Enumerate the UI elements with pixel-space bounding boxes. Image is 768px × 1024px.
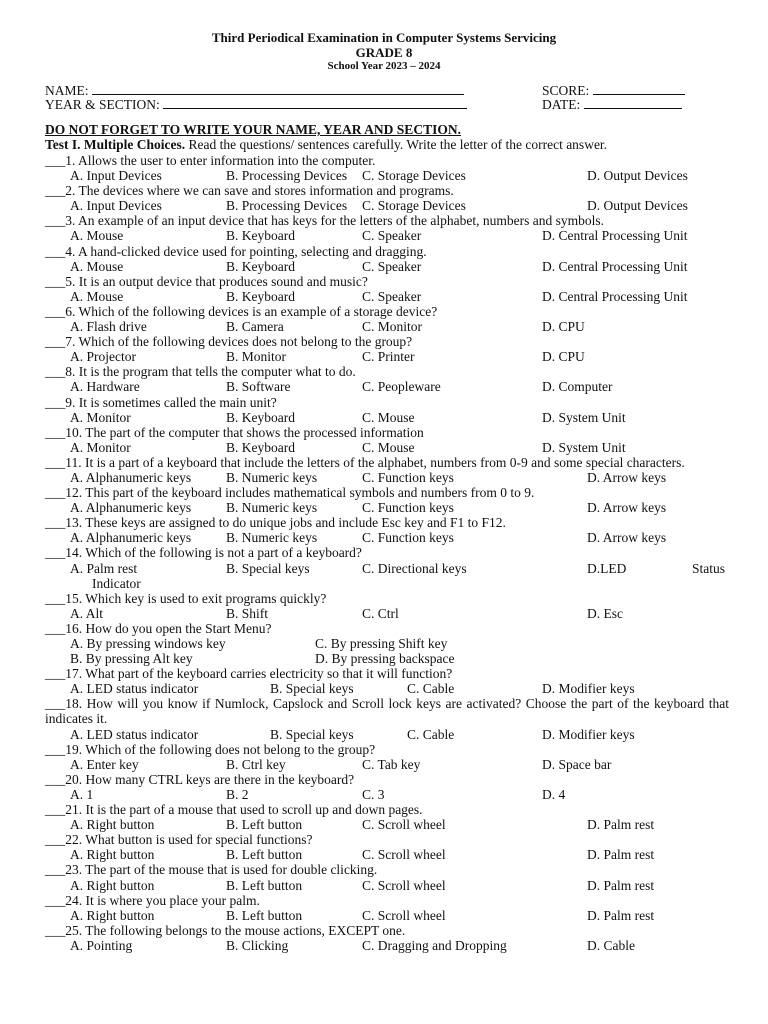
answer-option: B. Ctrl key <box>226 756 286 772</box>
question-text <box>45 395 729 410</box>
option-row <box>45 440 729 455</box>
question-item <box>45 455 729 485</box>
answer-option: D. Modifier keys <box>542 726 635 742</box>
answer-blank[interactable]: ___15. <box>45 590 83 606</box>
answer-option: C. Function keys <box>362 469 454 485</box>
question-item <box>45 395 729 425</box>
option-row <box>45 379 729 394</box>
score-label: SCORE: <box>542 83 590 98</box>
question-prompt: It is where you place your palm. <box>82 892 260 908</box>
answer-option: D. CPU <box>542 319 585 335</box>
answer-blank[interactable]: ___1. <box>45 153 76 168</box>
answer-option: A. LED status indicator <box>70 726 199 742</box>
option-row <box>45 908 729 923</box>
question-prompt: The following belongs to the mouse actions, EXCEPT one. <box>82 922 406 938</box>
answer-option: C. Function keys <box>362 500 454 516</box>
year-section-label: YEAR & SECTION: <box>45 97 160 112</box>
answer-option: C. Printer <box>362 349 415 365</box>
question-text <box>45 274 729 289</box>
question-item <box>45 621 729 666</box>
question-text <box>45 515 729 530</box>
question-item <box>45 545 729 590</box>
answer-blank[interactable]: ___14. <box>45 545 83 561</box>
answer-option: C. Monitor <box>362 319 423 335</box>
answer-option: B. Keyboard <box>226 409 295 425</box>
answer-blank[interactable]: ___7. <box>45 334 76 350</box>
question-item <box>45 515 729 545</box>
question-text <box>45 213 729 228</box>
answer-option: C. Dragging and Dropping <box>362 937 507 953</box>
answer-option: D. Palm rest <box>587 847 655 863</box>
answer-option: A. Mouse <box>70 228 124 244</box>
question-item <box>45 485 729 515</box>
question-item <box>45 364 729 394</box>
question-item <box>45 666 729 696</box>
name-label: NAME: <box>45 83 89 98</box>
question-text <box>45 304 729 319</box>
answer-option: C. Ctrl <box>362 605 399 621</box>
question-prompt: It is the part of a mouse that used to scroll up and down pages. <box>82 802 423 818</box>
question-item <box>45 425 729 455</box>
question-prompt: How will you know if Numlock, Capslock and Scroll lock keys are activated? Choose the part of the keyboard that indicates it. <box>45 696 729 727</box>
answer-option: B. Keyboard <box>226 228 295 244</box>
option-row <box>45 681 729 696</box>
question-text <box>45 545 729 560</box>
answer-option: C. Cable <box>407 681 455 697</box>
answer-option: C. Cable <box>407 726 455 742</box>
option-row <box>45 259 729 274</box>
question-prompt: It is an output device that produces sound and music? <box>75 273 368 289</box>
answer-option: D. Palm rest <box>587 817 655 833</box>
question-item <box>45 244 729 274</box>
answer-blank[interactable]: ___3. <box>45 213 76 229</box>
answer-option: D. Arrow keys <box>587 469 667 485</box>
option-row <box>45 349 729 364</box>
question-text <box>45 591 729 606</box>
option-row <box>45 319 729 334</box>
question-text <box>45 832 729 847</box>
option-row <box>45 787 729 802</box>
answer-option: D.LED <box>587 560 627 576</box>
school-year: School Year 2023 – 2024 <box>327 60 441 72</box>
answer-blank[interactable]: ___10. <box>45 424 83 440</box>
answer-blank[interactable]: ___5. <box>45 273 76 289</box>
date-blank[interactable] <box>584 97 682 109</box>
answer-option: C. Speaker <box>362 288 422 304</box>
answer-option: D. Computer <box>542 379 613 395</box>
option-row <box>45 198 729 213</box>
question-prompt: It is the program that tells the computer what to do. <box>75 364 356 380</box>
answer-option: B. Left button <box>226 877 303 893</box>
question-item <box>45 832 729 862</box>
answer-option: B. Keyboard <box>226 439 295 455</box>
answer-option: A. Alphanumeric keys <box>70 500 192 516</box>
name-field[interactable] <box>45 83 464 98</box>
answer-option: B. Left button <box>226 847 303 863</box>
question-prompt: These keys are assigned to do unique jobs and include Esc key and F1 to F12. <box>82 515 506 531</box>
answer-option: C. Scroll wheel <box>362 907 446 923</box>
answer-blank[interactable]: ___20. <box>45 771 83 787</box>
answer-option: A. Projector <box>70 349 136 365</box>
answer-option: D. Space bar <box>542 756 612 772</box>
answer-option: C. 3 <box>362 786 385 802</box>
question-prompt: Which key is used to exit programs quickly? <box>82 590 327 606</box>
year-section-field[interactable] <box>45 97 467 112</box>
answer-option: A. Pointing <box>70 937 133 953</box>
answer-option: D. Esc <box>587 605 623 621</box>
answer-option: C. Scroll wheel <box>362 847 446 863</box>
answer-option: C. Storage Devices <box>362 168 466 184</box>
option-row <box>45 228 729 243</box>
answer-option: D. Central Processing Unit <box>542 288 688 304</box>
question-item <box>45 591 729 621</box>
answer-blank[interactable]: ___2. <box>45 183 76 199</box>
question-text <box>45 621 729 636</box>
answer-blank[interactable]: ___6. <box>45 303 76 319</box>
answer-blank[interactable]: ___13. <box>45 515 83 531</box>
answer-option: B. Special keys <box>226 560 310 576</box>
answer-blank[interactable]: ___21. <box>45 802 83 818</box>
option-row <box>45 938 729 953</box>
answer-option: D. Central Processing Unit <box>542 258 688 274</box>
answer-option: B. Software <box>226 379 291 395</box>
option-row <box>45 530 729 545</box>
answer-option: A. Right button <box>70 907 155 923</box>
question-text <box>45 455 729 470</box>
answer-option: B. Shift <box>226 605 269 621</box>
answer-blank[interactable]: ___22. <box>45 832 83 848</box>
answer-option: A. Alphanumeric keys <box>70 530 192 546</box>
question-text <box>45 364 729 379</box>
answer-option: A. Alphanumeric keys <box>70 469 192 485</box>
answer-option: B. Special keys <box>270 726 354 742</box>
answer-option: B. Left button <box>226 817 303 833</box>
option-row <box>45 289 729 304</box>
answer-blank[interactable]: ___8. <box>45 364 76 380</box>
question-text <box>45 696 729 726</box>
answer-option: A. Input Devices <box>70 198 162 214</box>
answer-option: B. Camera <box>226 319 284 335</box>
question-prompt: It is a part of a keyboard that include the letters of the alphabet, numbers from 0-9 and some special characters. <box>81 454 685 470</box>
answer-option: C. By pressing Shift key <box>315 636 448 651</box>
question-text <box>45 334 729 349</box>
name-blank[interactable] <box>92 83 464 95</box>
option-row <box>45 817 729 832</box>
question-prompt: Allows the user to enter information into the computer. <box>75 153 376 168</box>
test-instructions <box>45 137 607 153</box>
question-text <box>45 425 729 440</box>
answer-option: A. Right button <box>70 877 155 893</box>
option-row <box>45 878 729 893</box>
question-text <box>45 485 729 500</box>
answer-option: D. Arrow keys <box>587 500 667 516</box>
question-text <box>45 666 729 681</box>
answer-option: C. Directional keys <box>362 560 467 576</box>
question-text <box>45 742 729 757</box>
answer-blank[interactable]: ___12. <box>45 485 83 501</box>
option-row <box>45 168 729 183</box>
answer-option: D. Modifier keys <box>542 681 635 697</box>
question-text <box>45 183 729 198</box>
option-row <box>45 470 729 485</box>
question-prompt: Which of the following is not a part of a keyboard? <box>82 545 362 561</box>
answer-blank[interactable]: ___24. <box>45 892 83 908</box>
answer-blank[interactable]: ___23. <box>45 862 83 878</box>
question-text <box>45 862 729 877</box>
question-item <box>45 274 729 304</box>
question-item <box>45 304 729 334</box>
name-reminder: DO NOT FORGET TO WRITE YOUR NAME, YEAR AND SECTION. <box>45 122 461 137</box>
answer-option: B. By pressing Alt key <box>70 651 193 667</box>
answer-option: A. Enter key <box>70 756 139 772</box>
question-prompt: A hand-clicked device used for pointing, selecting and dragging. <box>75 243 427 259</box>
answer-option: Indicator <box>92 575 141 591</box>
question-item <box>45 862 729 892</box>
answer-option: C. Scroll wheel <box>362 877 446 893</box>
answer-blank[interactable]: ___19. <box>45 741 83 757</box>
question-prompt: The part of the computer that shows the processed information <box>82 424 424 440</box>
question-item <box>45 742 729 772</box>
date-field[interactable] <box>542 97 682 112</box>
question-item <box>45 802 729 832</box>
option-row <box>45 561 729 591</box>
answer-option: D. System Unit <box>542 439 626 455</box>
option-row <box>45 606 729 621</box>
answer-option: A. Right button <box>70 847 155 863</box>
answer-option: D. Cable <box>587 937 635 953</box>
answer-option: B. Numeric keys <box>226 500 318 516</box>
answer-option: A. Flash drive <box>70 319 147 335</box>
question-text <box>45 802 729 817</box>
answer-option: Status <box>692 560 726 576</box>
question-prompt: An example of an input device that has keys for the letters of the alphabet, numbers and symbols. <box>75 213 604 229</box>
answer-option: C. Mouse <box>362 409 415 425</box>
answer-option: A. Alt <box>70 605 104 621</box>
answer-option: C. Tab key <box>362 756 421 772</box>
option-row <box>45 757 729 772</box>
answer-option: D. Output Devices <box>587 168 688 184</box>
answer-option: A. 1 <box>70 786 94 802</box>
answer-option: D. 4 <box>542 786 566 802</box>
question-text <box>45 244 729 259</box>
option-row <box>45 727 729 742</box>
question-prompt: How do you open the Start Menu? <box>82 620 272 636</box>
answer-option: C. Function keys <box>362 530 454 546</box>
question-text <box>45 153 729 168</box>
answer-option: A. Mouse <box>70 258 124 274</box>
answer-option: B. Numeric keys <box>226 530 318 546</box>
question-prompt: It is sometimes called the main unit? <box>75 394 277 410</box>
answer-option: A. Right button <box>70 817 155 833</box>
answer-option: B. 2 <box>226 786 249 802</box>
answer-option: C. Speaker <box>362 258 422 274</box>
question-prompt: The part of the mouse that is used for double clicking. <box>82 862 378 878</box>
answer-option: B. Numeric keys <box>226 469 318 485</box>
answer-option: A. Palm rest <box>70 560 138 576</box>
option-row <box>45 410 729 425</box>
question-item <box>45 334 729 364</box>
question-item <box>45 183 729 213</box>
question-text <box>45 772 729 787</box>
answer-blank[interactable]: ___4. <box>45 243 76 259</box>
question-prompt: What part of the keyboard carries electricity so that it will function? <box>82 666 453 682</box>
answer-option: D. Palm rest <box>587 877 655 893</box>
answer-option: C. Storage Devices <box>362 198 466 214</box>
option-row <box>45 636 729 666</box>
answer-blank[interactable]: ___17. <box>45 666 83 682</box>
question-prompt: Which of the following devices is an example of a storage device? <box>75 303 438 319</box>
question-list <box>45 153 729 953</box>
answer-option: B. Clicking <box>226 937 289 953</box>
answer-option: B. Keyboard <box>226 258 295 274</box>
test-instruction-text: Read the questions/ sentences carefully. Write the letter of the correct answer. <box>188 137 608 152</box>
answer-option: B. Keyboard <box>226 288 295 304</box>
answer-blank[interactable]: ___11. <box>45 454 82 470</box>
answer-option: D. CPU <box>542 349 585 365</box>
question-item <box>45 893 729 923</box>
score-blank[interactable] <box>593 83 685 95</box>
answer-option: B. Left button <box>226 907 303 923</box>
answer-option: D. Output Devices <box>587 198 688 214</box>
question-item <box>45 696 729 741</box>
answer-option: B. Processing Devices <box>226 198 348 214</box>
year-section-blank[interactable] <box>163 97 467 109</box>
answer-option: A. Monitor <box>70 409 131 425</box>
option-row <box>45 500 729 515</box>
answer-option: B. Monitor <box>226 349 287 365</box>
test-heading: Test I. Multiple Choices. <box>45 137 186 152</box>
question-text <box>45 923 729 938</box>
answer-option: D. System Unit <box>542 409 626 425</box>
answer-option: A. Mouse <box>70 288 124 304</box>
answer-option: C. Peopleware <box>362 379 441 395</box>
answer-blank[interactable]: ___18. <box>45 696 83 712</box>
answer-option: D. Arrow keys <box>587 530 667 546</box>
answer-blank[interactable]: ___16. <box>45 620 83 636</box>
answer-option: A. LED status indicator <box>70 681 199 697</box>
grade-level: GRADE 8 <box>355 45 413 60</box>
date-label: DATE: <box>542 97 581 112</box>
question-item <box>45 923 729 953</box>
question-prompt: This part of the keyboard includes mathematical symbols and numbers from 0 to 9. <box>82 485 535 501</box>
answer-option: D. Central Processing Unit <box>542 228 688 244</box>
answer-blank[interactable]: ___9. <box>45 394 76 410</box>
answer-option: B. Processing Devices <box>226 168 348 184</box>
question-item <box>45 213 729 243</box>
answer-option: A. Hardware <box>70 379 140 395</box>
answer-option: A. By pressing windows key <box>70 636 226 651</box>
question-prompt: Which of the following devices does not belong to the group? <box>75 334 413 350</box>
answer-option: C. Speaker <box>362 228 422 244</box>
answer-option: B. Special keys <box>270 681 354 697</box>
answer-option: A. Input Devices <box>70 168 162 184</box>
question-text <box>45 893 729 908</box>
question-prompt: The devices where we can save and stores information and programs. <box>75 183 454 199</box>
score-field[interactable] <box>542 83 685 98</box>
option-row <box>45 847 729 862</box>
question-prompt: Which of the following does not belong to the group? <box>82 741 376 757</box>
question-prompt: How many CTRL keys are there in the keyboard? <box>82 771 355 787</box>
answer-option: C. Scroll wheel <box>362 817 446 833</box>
question-prompt: What button is used for special functions? <box>82 832 313 848</box>
answer-option: A. Monitor <box>70 439 131 455</box>
question-item <box>45 153 729 183</box>
answer-option: C. Mouse <box>362 439 415 455</box>
question-item <box>45 772 729 802</box>
exam-title: Third Periodical Examination in Computer Systems Servicing <box>211 30 557 45</box>
answer-option: D. By pressing backspace <box>315 651 455 667</box>
answer-option: D. Palm rest <box>587 907 655 923</box>
answer-blank[interactable]: ___25. <box>45 922 83 938</box>
